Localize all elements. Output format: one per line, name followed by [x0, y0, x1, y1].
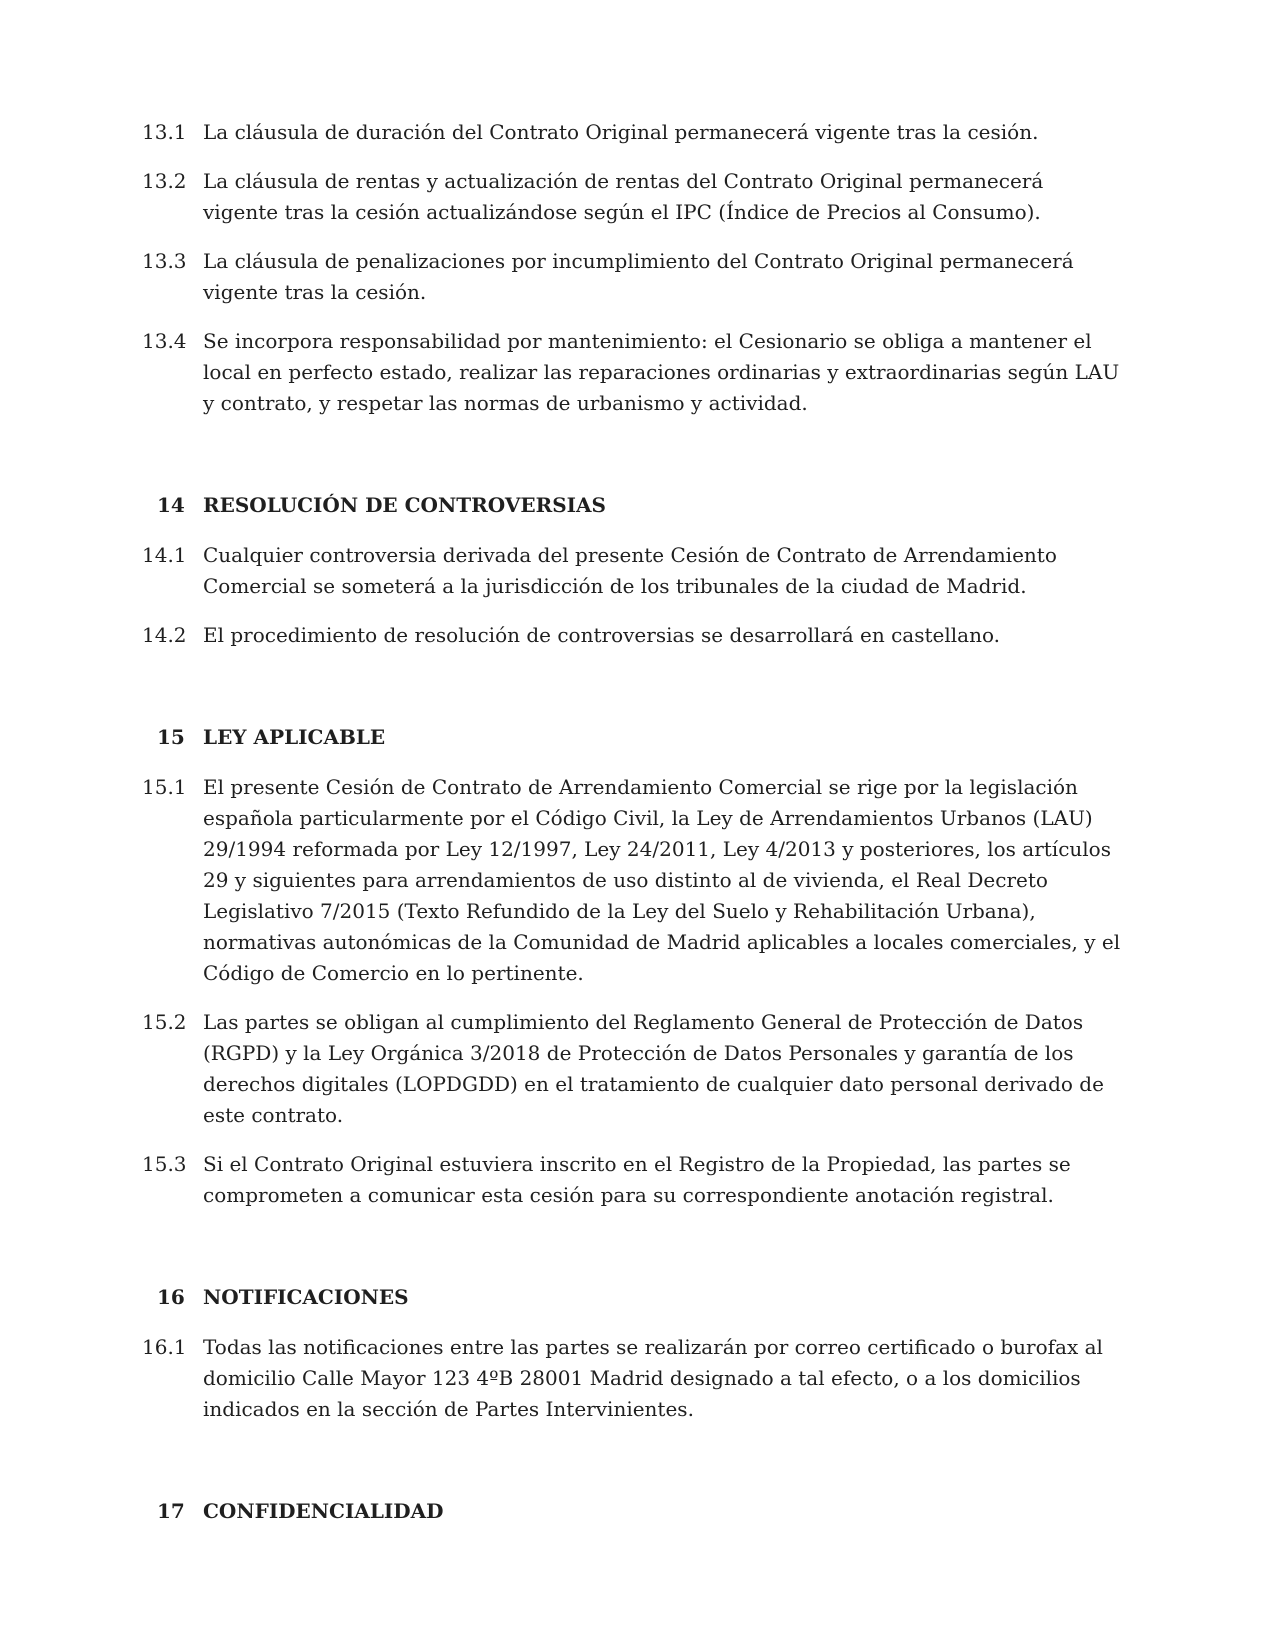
section-heading: [0, 490, 1275, 521]
clause-text: Se incorpora responsabilidad por mantenimiento: el Cesionario se obliga a mantener el local en perfecto estado, realizar las reparaciones ordinarias y extraordinarias según LAU y contrato, y respetar las normas de urbanismo y actividad.: [203, 329, 1120, 415]
clause-number: 13.2: [142, 169, 187, 193]
section-16: [0, 1282, 1275, 1425]
section-17: [0, 1496, 1275, 1527]
clause-13-1: [0, 117, 1275, 148]
section-13-clauses: [0, 117, 1275, 419]
clause-text: Todas las notificaciones entre las partes se realizarán por correo certificado o burofax al domicilio Calle Mayor 123 4ºB 28001 Madrid designado a tal efecto, o a los domicilios indicados en la sección de Partes Intervinientes.: [203, 1335, 1103, 1421]
section-title: CONFIDENCIALIDAD: [203, 1499, 444, 1523]
section-heading: [0, 1282, 1275, 1313]
clause-13-3: [0, 246, 1275, 308]
section-number: 15: [157, 725, 185, 749]
section-number: 16: [157, 1285, 185, 1309]
clause-number: 13.1: [142, 120, 187, 144]
section-heading: [0, 722, 1275, 753]
clause-number: 15.3: [142, 1152, 187, 1176]
clause-number: 13.3: [142, 249, 187, 273]
clause-text: El presente Cesión de Contrato de Arrendamiento Comercial se rige por la legislación española particularmente por el Código Civil, la Ley de Arrendamientos Urbanos (LAU) 29/1994 reformada por Ley 12/1997, Ley 24/2011, Ley 4/2013 y posteriores, los artículos 29 y siguientes para arrendamientos de uso distinto al de vivienda, el Real Decreto Legislativo 7/2015 (Texto Refundido de la Ley del Suelo y Rehabilitación Urbana), normativas autonómicas de la Comunidad de Madrid aplicables a locales comerciales, y el Código de Comercio en lo pertinente.: [203, 775, 1121, 985]
clause-text: La cláusula de penalizaciones por incumplimiento del Contrato Original permanecerá vigente tras la cesión.: [203, 249, 1074, 304]
section-14: [0, 490, 1275, 651]
clause-number: 15.1: [142, 775, 187, 799]
section-heading: [0, 1496, 1275, 1527]
clause-text: Si el Contrato Original estuviera inscrito en el Registro de la Propiedad, las partes se comprometen a comunicar esta cesión para su correspondiente anotación registral.: [203, 1152, 1071, 1207]
clause-14-1: [0, 540, 1275, 602]
section-15: [0, 722, 1275, 1211]
section-title: RESOLUCIÓN DE CONTROVERSIAS: [203, 493, 606, 517]
clause-number: 15.2: [142, 1010, 187, 1034]
clause-number: 14.2: [142, 623, 187, 647]
section-title: LEY APLICABLE: [203, 725, 386, 749]
clause-text: La cláusula de rentas y actualización de rentas del Contrato Original permanecerá vigente tras la cesión actualizándose según el IPC (Índice de Precios al Consumo).: [203, 169, 1044, 224]
clause-16-1: [0, 1332, 1275, 1425]
clause-15-1: [0, 772, 1275, 989]
clause-number: 14.1: [142, 543, 187, 567]
clause-number: 16.1: [142, 1335, 187, 1359]
section-number: 17: [157, 1499, 185, 1523]
clause-13-2: [0, 166, 1275, 228]
clause-text: La cláusula de duración del Contrato Original permanecerá vigente tras la cesión.: [203, 120, 1039, 144]
section-title: NOTIFICACIONES: [203, 1285, 409, 1309]
clause-text: Cualquier controversia derivada del presente Cesión de Contrato de Arrendamiento Comercial se someterá a la jurisdicción de los tribunales de la ciudad de Madrid.: [203, 543, 1057, 598]
clause-13-4: [0, 326, 1275, 419]
clause-14-2: [0, 620, 1275, 651]
clause-number: 13.4: [142, 329, 187, 353]
clause-15-2: [0, 1007, 1275, 1131]
clause-15-3: [0, 1149, 1275, 1211]
clause-text: Las partes se obligan al cumplimiento del Reglamento General de Protección de Datos (RGPD) y la Ley Orgánica 3/2018 de Protección de Datos Personales y garantía de los derechos digitales (LOPDGDD) en el tratamiento de cualquier dato personal derivado de este contrato.: [203, 1010, 1104, 1127]
section-number: 14: [157, 493, 185, 517]
clause-text: El procedimiento de resolución de controversias se desarrollará en castellano.: [203, 623, 1001, 647]
